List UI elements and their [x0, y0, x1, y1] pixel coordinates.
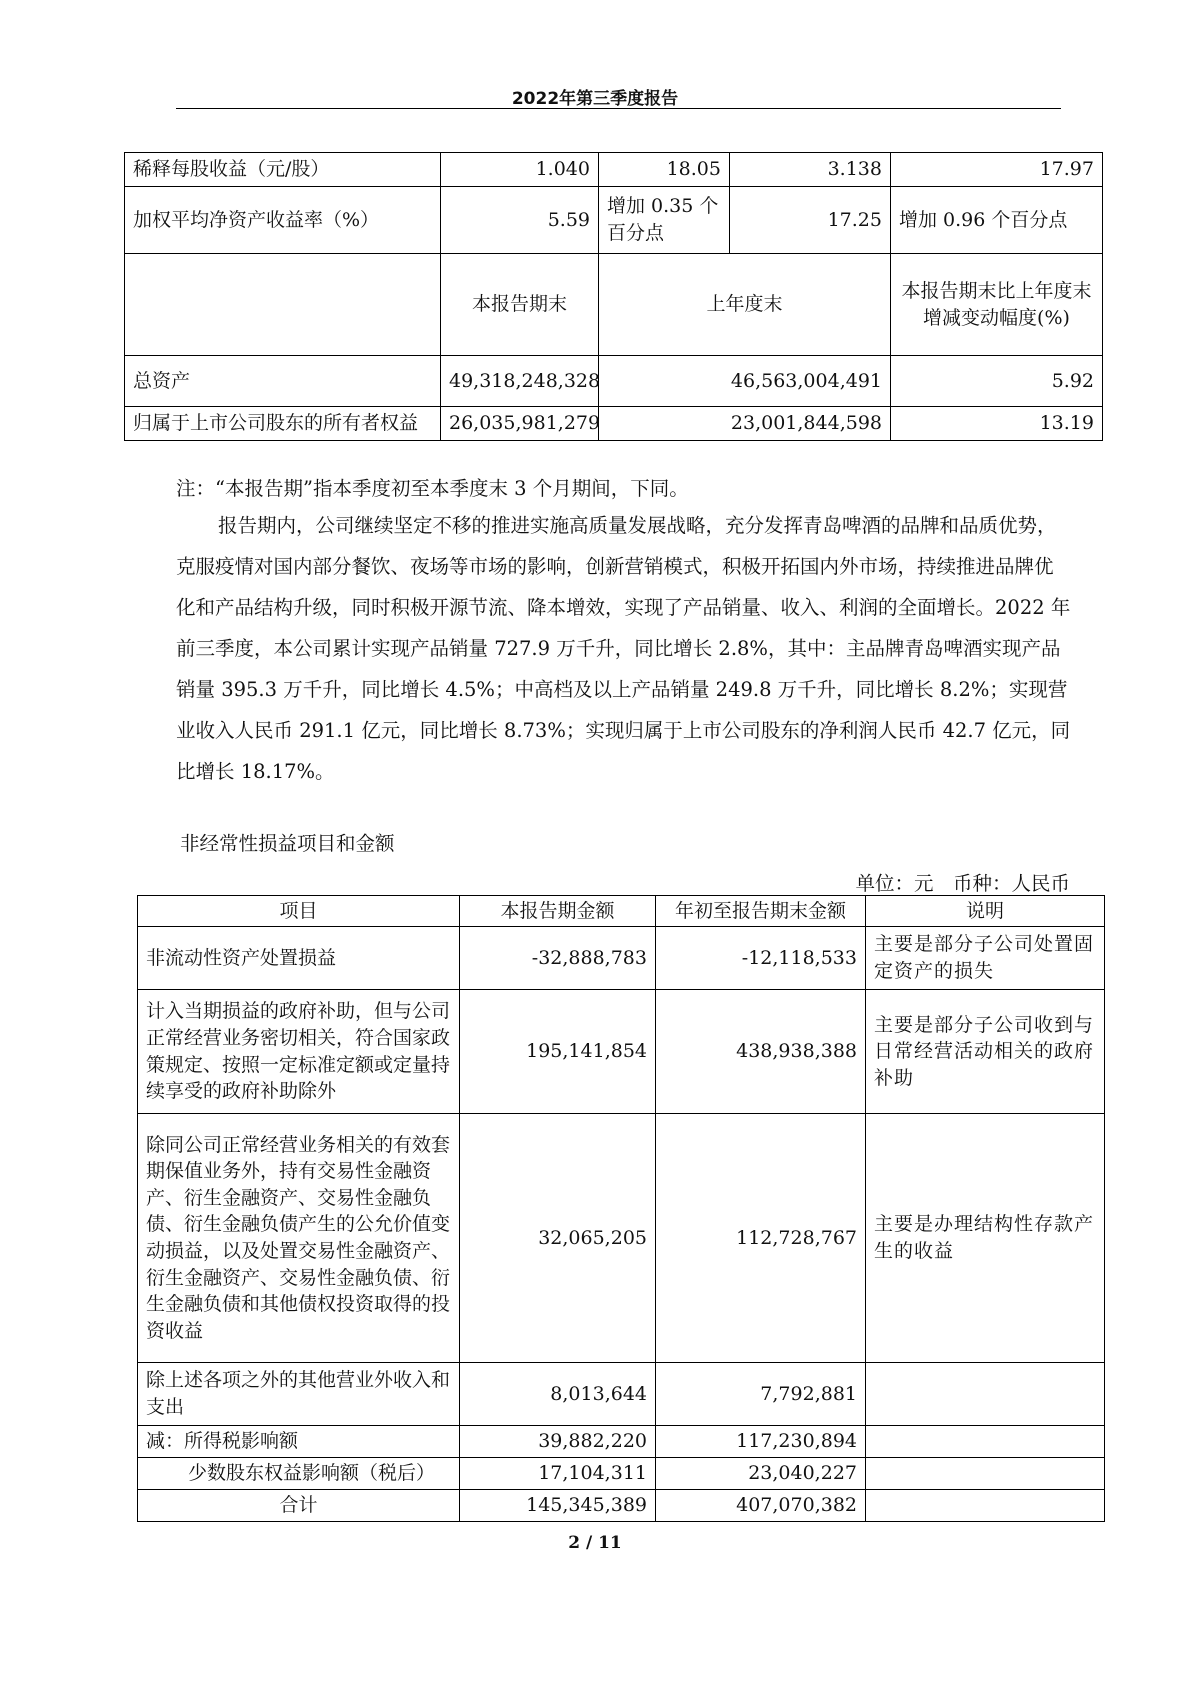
- row-ytd: 117,230,894: [656, 1426, 866, 1458]
- table-subheader-row: [125, 254, 1103, 356]
- section-title: 非经常性损益项目和金额: [180, 832, 395, 855]
- row-label: 稀释每股收益（元/股）: [125, 153, 441, 187]
- cell-value: 增加 0.96 个百分点: [891, 187, 1103, 254]
- cell-value: 1.040: [441, 153, 599, 187]
- row-ytd: 438,938,388: [656, 990, 866, 1114]
- col-header-desc: 说明: [866, 896, 1105, 927]
- cell-value: 18.05: [599, 153, 730, 187]
- row-current: 17,104,311: [460, 1458, 656, 1490]
- cell-value: 17.97: [891, 153, 1103, 187]
- row-item: 减：所得税影响额: [138, 1426, 460, 1458]
- page-number: 2 / 11: [568, 1533, 622, 1553]
- table-row: [125, 407, 1103, 441]
- cell-value: 增加 0.35 个百分点: [599, 187, 730, 254]
- col-header-prior: 上年度末: [599, 254, 891, 356]
- row-item: 少数股东权益影响额（税后）: [138, 1458, 460, 1490]
- row-ytd: 407,070,382: [656, 1490, 866, 1522]
- row-item: 非流动性资产处置损益: [138, 927, 460, 990]
- table-row: [138, 1426, 1105, 1458]
- row-label: 归属于上市公司股东的所有者权益: [125, 407, 441, 441]
- table-row: [138, 927, 1105, 990]
- col-header-current: 本报告期金额: [460, 896, 656, 927]
- row-label: 总资产: [125, 356, 441, 407]
- table-row: [138, 1114, 1105, 1363]
- row-current: 195,141,854: [460, 990, 656, 1114]
- row-desc: [866, 1490, 1105, 1522]
- table-total-row: [138, 1490, 1105, 1522]
- row-desc: 主要是部分子公司处置固定资产的损失: [866, 927, 1105, 990]
- cell-value: 13.19: [891, 407, 1103, 441]
- row-desc: 主要是部分子公司收到与日常经营活动相关的政府补助: [866, 990, 1105, 1114]
- row-current: -32,888,783: [460, 927, 656, 990]
- row-ytd: -12,118,533: [656, 927, 866, 990]
- cell-value: 46,563,004,491: [599, 356, 891, 407]
- table-row: [125, 187, 1103, 254]
- row-current: 39,882,220: [460, 1426, 656, 1458]
- row-desc: [866, 1458, 1105, 1490]
- cell-value: 5.59: [441, 187, 599, 254]
- col-header-change: 本报告期末比上年度末增减变动幅度(%): [891, 254, 1103, 356]
- table-note: 注：“本报告期”指本季度初至本季度末 3 个月期间，下同。: [176, 477, 689, 500]
- col-header-item: 项目: [138, 896, 460, 927]
- table-row: [138, 990, 1105, 1114]
- body-paragraph: 报告期内，公司继续坚定不移的推进实施高质量发展战略，充分发挥青岛啤酒的品牌和品质优势，克服疫情对国内部分餐饮、夜场等市场的影响，创新营销模式，积极开拓国内外市场，持续推进品牌优化和产品结构升级，同时积极开源节流、降本增效，实现了产品销量、收入、利润的全面增长。2022 年前三季度，本公司累计实现产品销量 727.9 万千升，同比增长 2.8%，其中：主品牌青岛啤酒实现产品销量 395.3 万千升，同比增长 4.5%；中高档及以上产品销量 249.8 万千升，同比增长 8.2%；实现营业收入人民币 291.1 亿元，同比增长 8.73%；实现归属于上市公司股东的净利润人民币 42.7 亿元，同比增长 18.17%。: [176, 514, 1071, 783]
- row-desc: [866, 1363, 1105, 1426]
- cell-value: 3.138: [730, 153, 891, 187]
- table-row: [125, 356, 1103, 407]
- row-item: 除同公司正常经营业务相关的有效套期保值业务外，持有交易性金融资产、衍生金融资产、交易性金融负债、衍生金融负债产生的公允价值变动损益，以及处置交易性金融资产、衍生金融资产、交易性金融负债、衍生金融负债和其他债权投资取得的投资收益: [138, 1114, 460, 1363]
- table-header-row: [138, 896, 1105, 927]
- header-divider: [176, 108, 1061, 109]
- col-header-ytd: 年初至报告期末金额: [656, 896, 866, 927]
- cell-value: 49,318,248,328: [441, 356, 599, 407]
- row-item: 合计: [138, 1490, 460, 1522]
- row-label: 加权平均净资产收益率（%）: [125, 187, 441, 254]
- table-row: [125, 153, 1103, 187]
- cell-value: 23,001,844,598: [599, 407, 891, 441]
- row-item: 除上述各项之外的其他营业外收入和支出: [138, 1363, 460, 1426]
- col-header-current: 本报告期末: [441, 254, 599, 356]
- key-financials-table: [124, 152, 1103, 441]
- row-current: 145,345,389: [460, 1490, 656, 1522]
- non-recurring-items-table: [137, 895, 1105, 1522]
- page-header-title: 2022年第三季度报告: [511, 89, 679, 109]
- row-ytd: 23,040,227: [656, 1458, 866, 1490]
- cell-value: 5.92: [891, 356, 1103, 407]
- empty-cell: [125, 254, 441, 356]
- table-row: [138, 1363, 1105, 1426]
- unit-label: 单位：元 币种：人民币: [855, 872, 1070, 895]
- row-desc: 主要是办理结构性存款产生的收益: [866, 1114, 1105, 1363]
- row-desc: [866, 1426, 1105, 1458]
- cell-value: 26,035,981,279: [441, 407, 599, 441]
- row-ytd: 112,728,767: [656, 1114, 866, 1363]
- row-current: 8,013,644: [460, 1363, 656, 1426]
- row-item: 计入当期损益的政府补助，但与公司正常经营业务密切相关，符合国家政策规定、按照一定标准定额或定量持续享受的政府补助除外: [138, 990, 460, 1114]
- cell-value: 17.25: [730, 187, 891, 254]
- row-ytd: 7,792,881: [656, 1363, 866, 1426]
- row-current: 32,065,205: [460, 1114, 656, 1363]
- table-row: [138, 1458, 1105, 1490]
